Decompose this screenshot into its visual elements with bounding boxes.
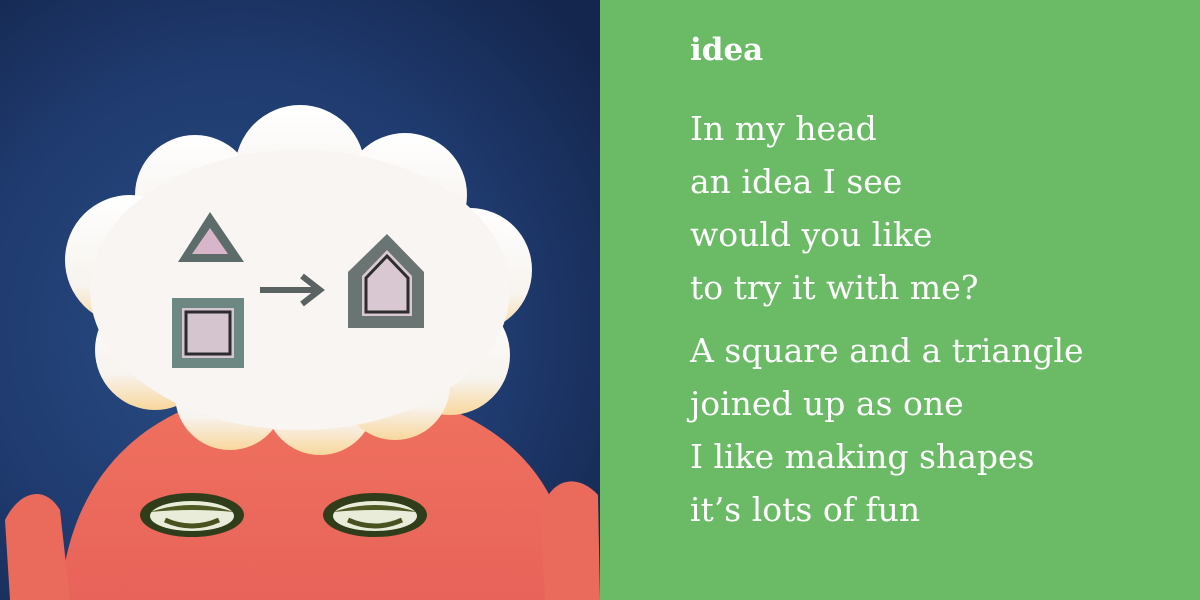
right-ear	[540, 481, 600, 600]
left-eye	[140, 493, 244, 537]
poem-line: to try it with me?	[690, 268, 979, 307]
stanza-1	[690, 102, 1200, 314]
poem-title: idea	[690, 32, 764, 68]
poem-line: I like making shapes	[690, 437, 1035, 476]
poem-line: would you like	[690, 215, 933, 254]
poem-line: In my head	[690, 109, 877, 148]
poem-line: joined up as one	[690, 384, 964, 423]
poem-line: an idea I see	[690, 162, 903, 201]
poem-line: A square and a triangle	[690, 331, 1084, 370]
poem-panel	[600, 0, 1200, 600]
right-eye	[323, 493, 427, 537]
stanza-2	[690, 324, 1200, 536]
square-icon	[172, 298, 244, 368]
poem-line: it’s lots of fun	[690, 490, 921, 529]
